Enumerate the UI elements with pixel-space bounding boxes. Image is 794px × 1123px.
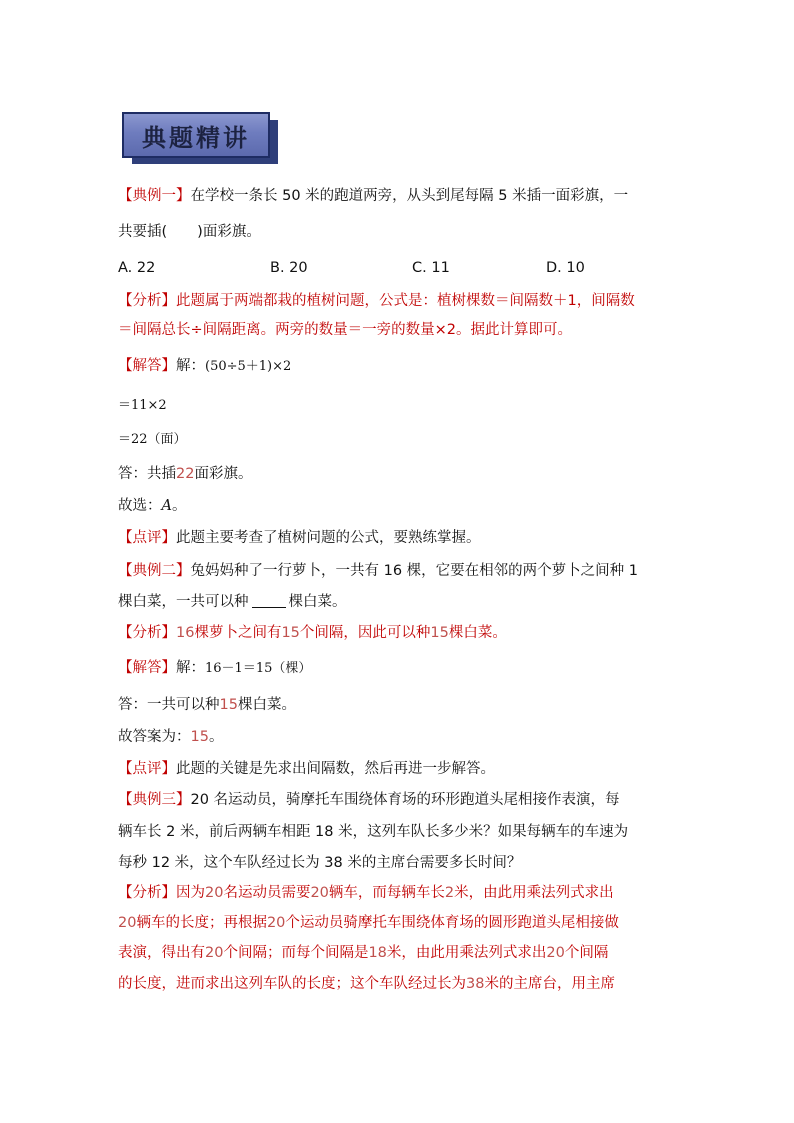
ex3-question-line1 xyxy=(118,790,678,810)
ex2-final-text-b: 。 xyxy=(208,729,224,745)
banner-box xyxy=(122,112,270,158)
ex3-a1-seg: 辆车，而每辆车长 xyxy=(328,885,445,901)
ex1-question-line2 xyxy=(118,222,678,242)
ex1-analysis-text1: 此题属于两端都栽的植树问题，公式是：植树棵数＝间隔数＋1，间隔数 xyxy=(176,293,635,309)
ex2-question-text1: 兔妈妈种了一行萝卜，一共有 16 棵，它要在相邻的两个萝卜之间种 1 xyxy=(190,563,639,579)
ex2-question-text2b: 棵白菜。 xyxy=(288,594,347,610)
ex2-comment-line xyxy=(118,759,678,779)
ex2-tag: 【典例二】 xyxy=(118,563,191,579)
ex1-step3: ＝22（面） xyxy=(118,432,187,447)
ex3-a4-num: 38 xyxy=(466,976,485,992)
ex3-analysis-line2 xyxy=(118,913,678,933)
ex1-solution-label: 解： xyxy=(176,358,205,374)
ex2-answer-blank xyxy=(252,593,286,608)
ex3-a1-seg: 米，由此用乘法列式求出 xyxy=(454,885,614,901)
ex1-choice-text-b: 。 xyxy=(171,498,187,514)
ex3-a3-seg: 个间隔；而每个间隔是 xyxy=(223,945,369,961)
ex2-final-line xyxy=(118,727,678,747)
ex1-option-c: C. 11 xyxy=(412,260,450,276)
ex3-a3-num: 20 xyxy=(205,945,224,961)
ex3-a1-num: 20 xyxy=(310,885,329,901)
ex3-a1-seg: 名运动员需要 xyxy=(223,885,311,901)
ex2-analysis-tag: 【分析】 xyxy=(118,625,176,641)
ex1-comment-text: 此题主要考查了植树问题的公式，要熟练掌握。 xyxy=(176,530,481,546)
ex3-a3-num: 18 xyxy=(368,945,387,961)
ex3-question-line2: 辆车长 2 米，前后两辆车相距 18 米，这列车队长多少米？如果每辆车的车速为 xyxy=(118,824,629,840)
ex1-question-text1: 在学校一条长 50 米的跑道两旁，从头到尾每隔 5 米插一面彩旗，一 xyxy=(190,188,629,204)
ex2-final-text-a: 故答案为： xyxy=(118,729,191,745)
ex2-answer-text-b: 棵白菜。 xyxy=(237,697,296,713)
ex2-answer-line xyxy=(118,695,678,715)
ex2-question-line2 xyxy=(118,592,678,612)
ex1-option-a: A. 22 xyxy=(118,260,156,276)
ex3-analysis-line3 xyxy=(118,943,678,963)
ex1-analysis-tag: 【分析】 xyxy=(118,293,176,309)
ex1-question-text2b: )面彩旗。 xyxy=(197,224,261,240)
ex3-a1-seg: 因为 xyxy=(176,885,205,901)
ex3-a4-seg: 的长度，进而求出这列车队的长度；这个车队经过长为 xyxy=(118,976,466,992)
ex2-analysis-num1: 16 xyxy=(176,625,195,641)
ex3-a2-num: 20 xyxy=(118,915,137,931)
ex1-analysis-line2: ＝间隔总长÷间隔距离。两旁的数量＝一旁的数量×2。据此计算即可。 xyxy=(118,322,573,338)
ex1-question-line1 xyxy=(118,186,678,206)
ex1-choice-letter: A xyxy=(161,498,172,514)
ex3-analysis-tag: 【分析】 xyxy=(118,885,176,901)
ex3-question-line3: 每秒 12 米，这个车队经过长为 38 米的主席台需要多长时间？ xyxy=(118,855,522,871)
ex2-comment-tag: 【点评】 xyxy=(118,761,176,777)
ex1-answer-line xyxy=(118,464,678,484)
ex3-a4-seg: 米的主席台，用主席 xyxy=(484,976,615,992)
ex1-step1: (50÷5＋1)×2 xyxy=(205,359,292,374)
ex2-solution-tag: 【解答】 xyxy=(118,660,176,676)
ex3-a2-seg: 辆车的长度；再根据 xyxy=(136,915,267,931)
ex1-comment-tag: 【点评】 xyxy=(118,530,176,546)
ex2-step1: 16－1＝15（棵） xyxy=(205,661,312,676)
banner-title: 典题精讲 xyxy=(142,122,250,152)
ex1-answer-text-a: 答：共插 xyxy=(118,466,176,482)
ex1-option-b: B. 20 xyxy=(270,260,308,276)
ex3-a1-num: 2 xyxy=(444,885,455,901)
ex2-analysis-num3: 15 xyxy=(430,625,449,641)
ex2-solution-line xyxy=(118,658,678,679)
ex2-comment-text: 此题的关键是先求出间隔数，然后再进一步解答。 xyxy=(176,761,495,777)
ex2-answer-text-a: 答：一共可以种 xyxy=(118,697,220,713)
ex1-choice-text-a: 故选： xyxy=(118,498,162,514)
ex2-analysis-num2: 15 xyxy=(281,625,300,641)
section-banner xyxy=(122,112,282,164)
ex3-a1-num: 20 xyxy=(205,885,224,901)
ex3-analysis-line1 xyxy=(118,883,678,903)
ex2-solution-label: 解： xyxy=(176,660,205,676)
ex3-a2-seg: 个运动员骑摩托车围绕体育场的圆形跑道头尾相接做 xyxy=(285,915,619,931)
ex1-solution-tag: 【解答】 xyxy=(118,358,176,374)
ex1-tag: 【典例一】 xyxy=(118,188,191,204)
ex2-question-line1 xyxy=(118,561,678,581)
ex2-final-number: 15 xyxy=(190,729,209,745)
ex2-analysis-text2: 个间隔，因此可以种 xyxy=(299,625,431,641)
ex2-analysis-line xyxy=(118,623,678,643)
ex2-analysis-text1: 棵萝卜之间有 xyxy=(194,625,282,641)
ex1-answer-number: 22 xyxy=(176,466,195,482)
ex3-a3-num: 20 xyxy=(546,945,565,961)
ex3-a3-seg: 米，由此用乘法列式求出 xyxy=(386,945,547,961)
ex1-answer-text-b: 面彩旗。 xyxy=(194,466,253,482)
ex1-analysis-line1 xyxy=(118,291,678,311)
ex1-solution-line xyxy=(118,356,678,377)
ex3-question-text1: 20 名运动员，骑摩托车围绕体育场的环形跑道头尾相接作表演，每 xyxy=(190,792,620,808)
ex3-analysis-line4 xyxy=(118,974,678,994)
ex1-choice-line xyxy=(118,496,678,516)
ex1-step2: ＝11×2 xyxy=(118,398,167,413)
ex3-a3-seg: 表演，得出有 xyxy=(118,945,205,961)
ex3-tag: 【典例三】 xyxy=(118,792,191,808)
ex1-option-d: D. 10 xyxy=(546,260,585,276)
ex3-a3-seg: 个间隔 xyxy=(564,945,609,961)
ex3-a2-num: 20 xyxy=(266,915,286,931)
ex1-comment-line xyxy=(118,528,678,548)
ex1-question-text2a: 共要插( xyxy=(118,224,168,240)
ex2-analysis-text3: 棵白菜。 xyxy=(448,625,507,641)
ex2-answer-number: 15 xyxy=(219,697,238,713)
ex2-question-text2a: 棵白菜，一共可以种 xyxy=(118,594,249,610)
